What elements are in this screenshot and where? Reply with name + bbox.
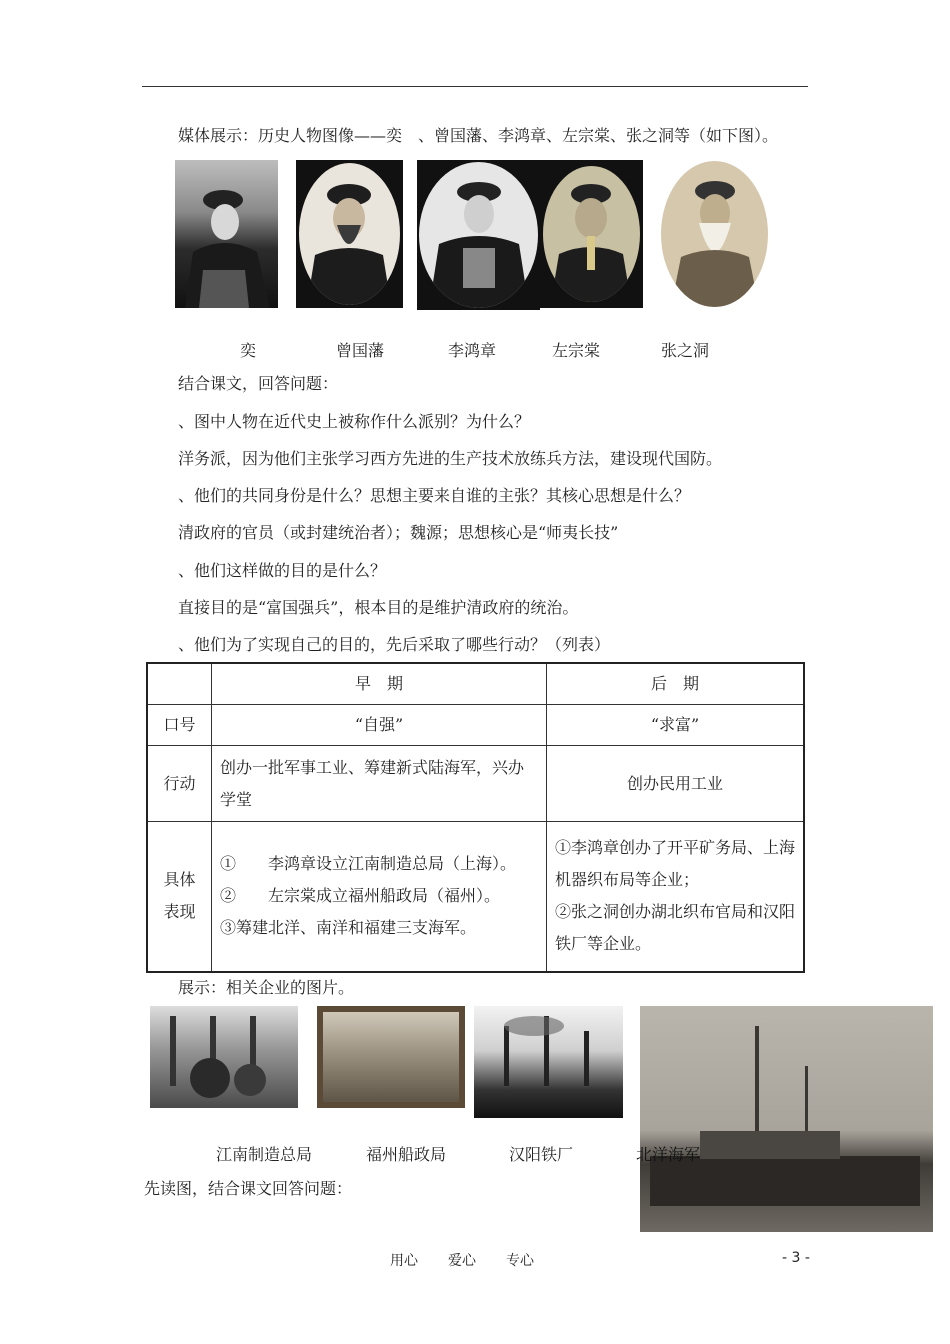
portrait-zuo-zongtang [540,160,643,308]
table-header-late: 后 期 [547,663,805,705]
prompt-text: 结合课文，回答问题： [178,374,339,393]
slogan-early: “自强” [212,705,547,746]
row-label-action: 行动 [147,746,212,822]
row-label-slogan: 口号 [147,705,212,746]
question-1: 、图中人物在近代史上被称作什么派别？为什么？ [178,412,531,431]
portrait-name-zeng: 曾国藩 [336,341,385,360]
portrait-li-hongzhang [417,160,540,310]
portrait-zeng-guofan [296,160,403,308]
caption-jiangnan: 江南制造总局 [216,1145,313,1164]
comparison-table [146,662,805,973]
portrait-zhang-zhidong [660,160,769,308]
read-prompt: 先读图，结合课文回答问题： [144,1179,353,1198]
photo-jiangnan-arsenal [150,1006,298,1108]
slogan-late: “求富” [547,705,805,746]
detail-early-item-1: ① 李鸿章设立江南制造总局（上海）。 [220,854,517,874]
action-late: 创办民用工业 [547,746,805,822]
portrait-yixin [175,160,278,308]
question-2: 、他们的共同身份是什么？思想主要来自谁的主张？其核心思想是什么？ [178,486,691,505]
photo-fuzhou-shipyard [317,1006,465,1108]
page-number: - 3 - [782,1250,810,1266]
question-4: 、他们为了实现自己的目的，先后采取了哪些行动？（列表） [178,635,611,654]
row-label-detail: 具体表现 [147,822,212,972]
action-early: 创办一批军事工业、筹建新式陆海军，兴办学堂 [212,746,547,822]
footer-motto-2: 爱心 [448,1253,476,1269]
caption-beiyang: 北洋海军 [636,1145,701,1164]
portrait-name-zuo: 左宗棠 [552,341,601,360]
detail-early-item-2: ② 左宗棠成立福州船政局（福州）。 [220,886,501,906]
answer-2: 清政府的官员（或封建统治者）；魏源；思想核心是“师夷长技” [178,523,619,542]
detail-late-item-2: ②张之洞创办湖北织布官局和汉阳铁厂等企业。 [555,902,796,954]
intro-text: 媒体展示：历史人物图像——奕 、曾国藩、李鸿章、左宗棠、张之洞等（如下图）。 [178,126,779,145]
caption-hanyang: 汉阳铁厂 [509,1145,574,1164]
photo-beiyang-fleet [640,1006,933,1232]
footer-motto-1: 用心 [390,1253,418,1269]
portrait-name-zhang: 张之洞 [661,341,710,360]
answer-3: 直接目的是“富国强兵”，根本目的是维护清政府的统治。 [178,598,579,617]
answer-1: 洋务派，因为他们主张学习西方先进的生产技术放练兵方法，建设现代国防。 [178,449,723,468]
question-3: 、他们这样做的目的是什么？ [178,561,387,580]
detail-early-item-3: ③筹建北洋、南洋和福建三支海军。 [220,918,477,938]
footer-motto-3: 专心 [506,1253,534,1269]
photo-hanyang-ironworks [474,1006,623,1118]
portrait-name-yixin: 奕 [240,341,257,360]
detail-late-item-1: ①李鸿章创办了开平矿务局、上海机器织布局等企业； [555,838,796,890]
table-header-blank [147,663,212,705]
caption-fuzhou: 福州船政局 [366,1145,447,1164]
header-rule [142,86,808,87]
detail-early [212,822,547,972]
show-label: 展示：相关企业的图片。 [178,978,355,997]
detail-late [547,822,805,972]
portrait-name-li: 李鸿章 [448,341,497,360]
table-header-early: 早 期 [212,663,547,705]
